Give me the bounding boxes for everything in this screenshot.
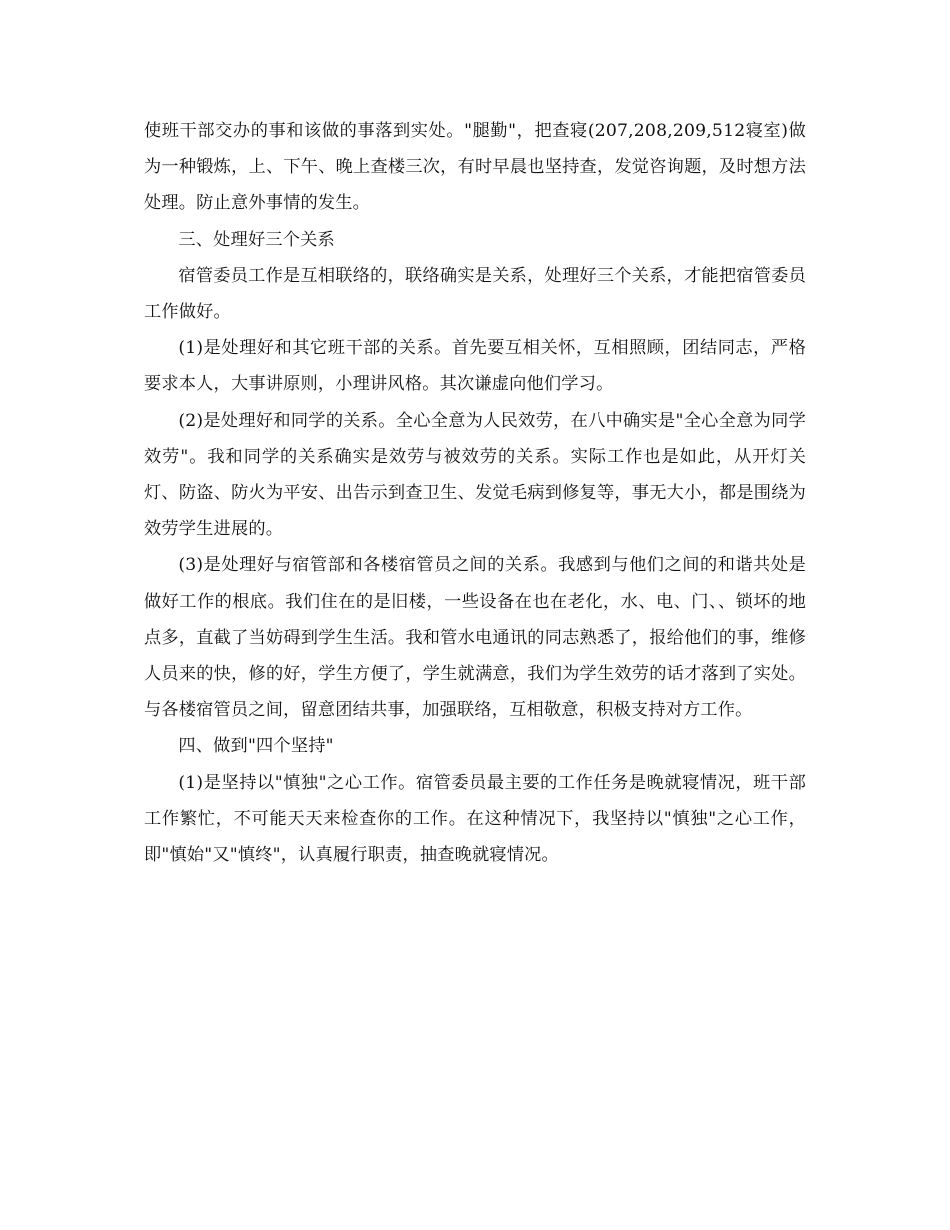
paragraph-relations-intro: 宿管委员工作是互相联络的，联络确实是关系，处理好三个关系，才能把宿管委员工作做好。 bbox=[144, 265, 806, 323]
document-body bbox=[144, 113, 806, 873]
section-heading-four-persistences: 四、做到"四个坚持" bbox=[178, 736, 334, 757]
paragraph-relation-2: (2)是处理好和同学的关系。全心全意为人民效劳，在八中确实是"全心全意为同学效劳"。我和同学的关系确实是效劳与被效劳的关系。实际工作也是如此，从开灯关灯、防盗、防火为平安、出告示到查卫生、发觉毛病到修复等，事无大小，都是围绕为效劳学生进展的。 bbox=[144, 410, 806, 540]
paragraph-continuation: 使班干部交办的事和该做的事落到实处。"腿勤"，把查寝(207,208,209,512寝室)做为一种锻炼，上、下午、晚上查楼三次，有时早晨也坚持查，发觉咨询题，及时想方法处理。防止意外事情的发生。 bbox=[144, 121, 806, 214]
paragraph-relation-1: (1)是处理好和其它班干部的关系。首先要互相关怀，互相照顾，团结同志，严格要求本人，大事讲原则，小理讲风格。其次谦虚向他们学习。 bbox=[144, 338, 806, 395]
paragraph-relation-3: (3)是处理好与宿管部和各楼宿管员之间的关系。我感到与他们之间的和谐共处是做好工作的根底。我们住在的是旧楼，一些设备在也在老化，水、电、门、、锁坏的地点多，直截了当妨碍到学生生活。我和管水电通讯的同志熟悉了，报给他们的事，维修人员来的快，修的好，学生方便了，学生就满意，我们为学生效劳的话才落到了实处。与各楼宿管员之间，留意团结共事，加强联络，互相敬意，积极支持对方工作。 bbox=[144, 555, 806, 721]
section-heading-three-relations: 三、处理好三个关系 bbox=[178, 229, 335, 250]
paragraph-persistence-1: (1)是坚持以"慎独"之心工作。宿管委员最主要的工作任务是晚就寝情况，班干部工作繁忙，不可能天天来检查你的工作。在这种情况下，我坚持以"慎独"之心工作，即"慎始"又"慎终"，认真履行职责，抽查晚就寝情况。 bbox=[144, 772, 806, 866]
